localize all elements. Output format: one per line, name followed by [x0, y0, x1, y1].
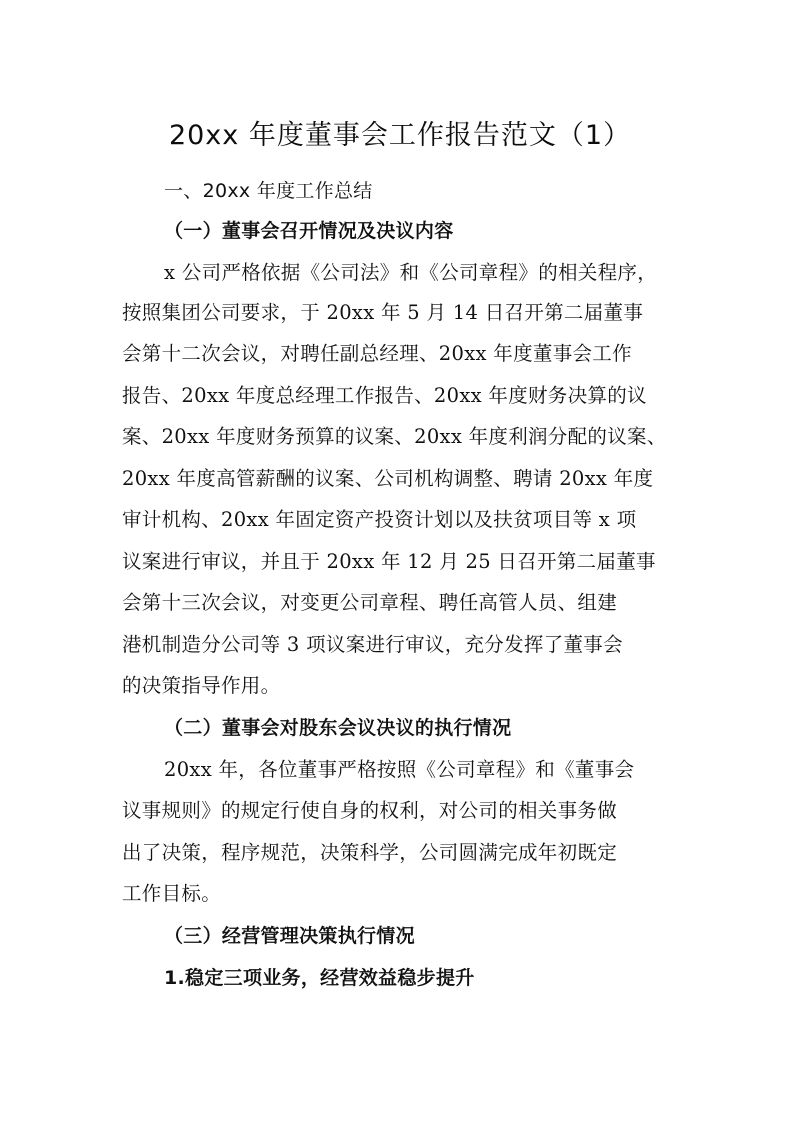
paragraph-line: 按照集团公司要求，于 20xx 年 5 月 14 日召开第二届董事 [122, 301, 644, 324]
section-heading: 一、20xx 年度工作总结 [164, 180, 373, 202]
paragraph-line: 审计机构、20xx 年固定资产投资计划以及扶贫项目等 x 项 [122, 508, 637, 531]
paragraph-line: 的决策指导作用。 [122, 674, 281, 697]
paragraph-line: 会第十二次会议，对聘任副总经理、20xx 年度董事会工作 [122, 342, 632, 365]
paragraph-line: 20xx 年度高管薪酬的议案、公司机构调整、聘请 20xx 年度 [122, 467, 654, 490]
paragraph-line: 会第十三次会议，对变更公司章程、聘任高管人员、组建 [122, 591, 618, 614]
subsection-heading-2: （二）董事会对股东会议决议的执行情况 [164, 717, 512, 739]
paragraph-line: 20xx 年，各位董事严格按照《公司章程》和《董事会 [164, 758, 635, 781]
subsection-heading-1: （一）董事会召开情况及决议内容 [164, 220, 454, 242]
paragraph-line: 议案进行审议，并且于 20xx 年 12 月 25 日召开第二届董事 [122, 550, 656, 573]
paragraph-line: 工作目标。 [122, 882, 222, 905]
paragraph-line: 港机制造分公司等 3 项议案进行审议，充分发挥了董事会 [122, 633, 623, 656]
paragraph-line: 议事规则》的规定行使自身的权利，对公司的相关事务做 [122, 799, 618, 822]
paragraph-line: 案、20xx 年度财务预算的议案、20xx 年度利润分配的议案、 [122, 425, 667, 448]
document-title: 20xx 年度董事会工作报告范文（1） [168, 120, 632, 151]
item-heading-1: 1.稳定三项业务，经营效益稳步提升 [164, 967, 475, 989]
paragraph-line: 出了决策，程序规范，决策科学，公司圆满完成年初既定 [122, 841, 618, 864]
paragraph-line: x 公司严格依据《公司法》和《公司章程》的相关程序， [164, 261, 657, 284]
subsection-heading-3: （三）经营管理决策执行情况 [164, 925, 415, 947]
paragraph-line: 报告、20xx 年度总经理工作报告、20xx 年度财务决算的议 [122, 384, 647, 407]
